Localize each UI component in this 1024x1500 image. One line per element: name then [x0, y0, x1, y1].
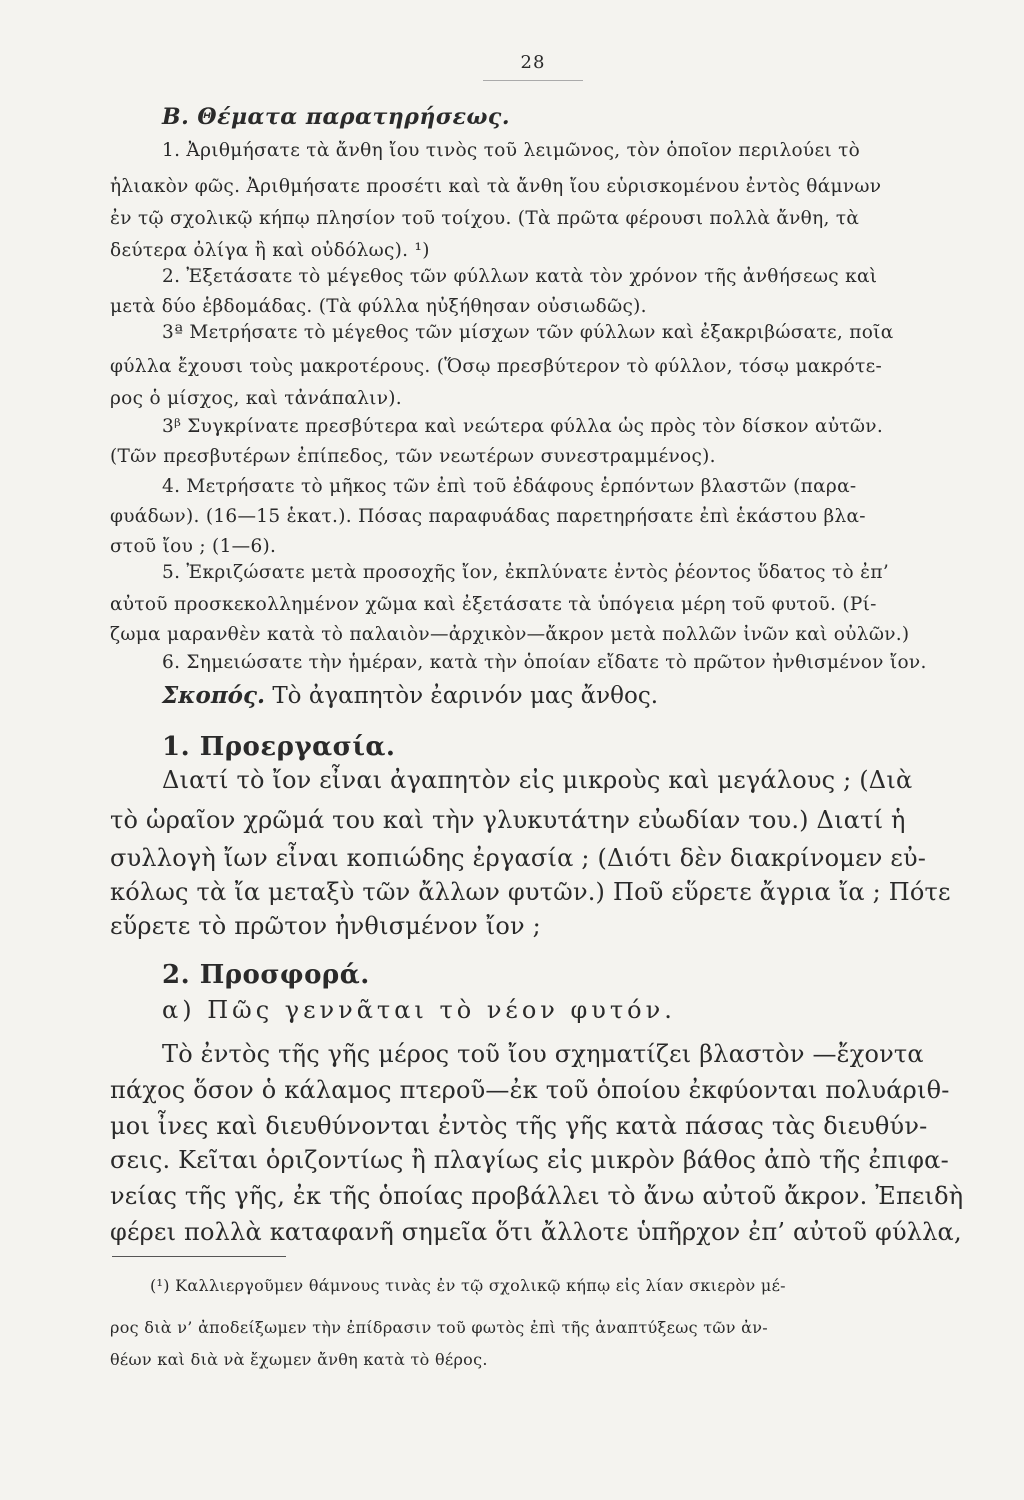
section-b-line: ρος ὁ μίσχος, καὶ τἀνάπαλιν).	[110, 388, 402, 409]
section-1-line: Διατί τὸ ἴον εἶναι ἀγαπητὸν εἰς μικροὺς καὶ μεγάλους ; (Διὰ	[162, 766, 913, 794]
section-b-line: δεύτερα ὀλίγα ἢ καὶ οὐδόλως). ¹)	[110, 240, 430, 261]
section-2-line: σεις. Κεῖται ὁριζοντίως ἢ πλαγίως εἰς μικρὸν βάθος ἀπὸ τῆς ἐπιφα-	[110, 1146, 949, 1174]
section-1-title: 1. Προεργασία.	[162, 732, 396, 762]
page-number: 28	[520, 52, 546, 73]
section-b-line: 5. Ἐκριζώσατε μετὰ προσοχῆς ἴον, ἐκπλύνατε ἐντὸς ῥέοντος ὕδατος τὸ ἐπ’	[162, 562, 890, 583]
section-1-line: κόλως τὰ ἴα μεταξὺ τῶν ἄλλων φυτῶν.) Ποῦ εὕρετε ἄγρια ἴα ; Πότε	[110, 878, 951, 906]
section-b-line: αὐτοῦ προσκεκολλημένον χῶμα καὶ ἐξετάσατε τὰ ὑπόγεια μέρη τοῦ φυτοῦ. (Ρί-	[110, 594, 877, 615]
footnote-rule	[112, 1256, 286, 1257]
section-b-line: ζωμα μαρανθὲν κατὰ τὸ παλαιὸν—ἀρχικὸν—ἄκρον μετὰ πολλῶν ἰνῶν καὶ οὐλῶν.)	[110, 624, 910, 645]
section-b-line: ἡλιακὸν φῶς. Ἀριθμήσατε προσέτι καὶ τὰ ἄνθη ἴου εὑρισκομένου ἐντὸς θάμνων	[110, 176, 882, 197]
section-b-line: (Τῶν πρεσβυτέρων ἐπίπεδος, τῶν νεωτέρων συνεστραμμένος).	[110, 446, 716, 467]
section-2-title: 2. Προσφορά.	[162, 960, 370, 990]
footnote-line: ρος διὰ ν’ ἀποδείξωμεν τὴν ἐπίδρασιν τοῦ φωτὸς ἐπὶ τῆς ἀναπτύξεως τῶν ἀν-	[110, 1318, 768, 1337]
section-b-line: 2. Ἐξετάσατε τὸ μέγεθος τῶν φύλλων κατὰ τὸν χρόνον τῆς ἀνθήσεως καὶ	[162, 266, 878, 287]
footnote-line: (¹) Καλλιεργοῦμεν θάμνους τινὰς ἐν τῷ σχολικῷ κήπῳ εἰς λίαν σκιερὸν μέ-	[150, 1276, 786, 1295]
skopos-text: Τὸ ἀγαπητὸν ἐαρινόν μας ἄνθος.	[272, 683, 659, 709]
section-2-line: Τὸ ἐντὸς τῆς γῆς μέρος τοῦ ἴου σχηματίζει βλαστὸν —ἔχοντα	[162, 1040, 924, 1068]
section-b-line: 4. Μετρήσατε τὸ μῆκος τῶν ἐπὶ τοῦ ἐδάφους ἑρπόντων βλαστῶν (παρα-	[162, 476, 857, 497]
skopos-label: Σκοπός.	[162, 682, 266, 709]
section-2-line: νείας τῆς γῆς, ἐκ τῆς ὁποίας προβάλλει τὸ ἄνω αὐτοῦ ἄκρον. Ἐπειδὴ	[110, 1182, 964, 1210]
section-b-line: 6. Σημειώσατε τὴν ἡμέραν, κατὰ τὴν ὁποίαν εἴδατε τὸ πρῶτον ἠνθισμένον ἴον.	[162, 652, 927, 673]
page-number-rule	[483, 80, 583, 81]
section-b-line: φυάδων). (16—15 ἑκατ.). Πόσας παραφυάδας παρετηρήσατε ἐπὶ ἑκάστου βλα-	[110, 506, 866, 527]
section-2-subtitle: α) Πῶς γεννᾶται τὸ νέον φυτόν.	[162, 996, 676, 1024]
section-1-line: τὸ ὡραῖον χρῶμά του καὶ τὴν γλυκυτάτην εὐωδίαν του.) Διατί ἡ	[110, 806, 906, 834]
section-2-line: μοι ἶνες καὶ διευθύνονται ἐντὸς τῆς γῆς κατὰ πάσας τὰς διευθύν-	[110, 1112, 928, 1140]
section-b-line: 3ª Μετρήσατε τὸ μέγεθος τῶν μίσχων τῶν φύλλων καὶ ἐξακριβώσατε, ποῖα	[162, 322, 894, 343]
section-1-line: συλλογὴ ἴων εἶναι κοπιώδης ἐργασία ; (Διότι δὲν διακρίνομεν εὐ-	[110, 844, 927, 872]
section-b-line: φύλλα ἔχουσι τοὺς μακροτέρους. (Ὅσῳ πρεσβύτερον τὸ φύλλον, τόσῳ μακρότε-	[110, 356, 883, 377]
footnote-line: θέων καὶ διὰ νὰ ἔχωμεν ἄνθη κατὰ τὸ θέρος.	[110, 1350, 488, 1369]
section-b-line: μετὰ δύο ἑβδομάδας. (Τὰ φύλλα ηὐξήθησαν οὐσιωδῶς).	[110, 296, 647, 317]
skopos-line	[162, 682, 658, 709]
section-b-line: 3ᵝ Συγκρίνατε πρεσβύτερα καὶ νεώτερα φύλλα ὡς πρὸς τὸν δίσκον αὐτῶν.	[162, 416, 884, 437]
section-1-line: εὕρετε τὸ πρῶτον ἠνθισμένον ἴον ;	[110, 912, 541, 940]
section-b-line: στοῦ ἴου ; (1—6).	[110, 536, 277, 557]
section-b-line: ἐν τῷ σχολικῷ κήπῳ πλησίον τοῦ τοίχου. (Τὰ πρῶτα φέρουσι πολλὰ ἄνθη, τὰ	[110, 208, 860, 229]
section-2-line: πάχος ὅσον ὁ κάλαμος πτεροῦ—ἐκ τοῦ ὁποίου ἐκφύονται πολυάριθ-	[110, 1076, 950, 1104]
section-2-line: φέρει πολλὰ καταφανῆ σημεῖα ὅτι ἄλλοτε ὑπῆρχον ἐπ’ αὐτοῦ φύλλα,	[110, 1218, 962, 1246]
section-b-line: 1. Ἀριθμήσατε τὰ ἄνθη ἴου τινὸς τοῦ λειμῶνος, τὸν ὁποῖον περιλούει τὸ	[162, 140, 861, 161]
section-b-title: Β. Θέματα παρατηρήσεως.	[162, 104, 510, 130]
